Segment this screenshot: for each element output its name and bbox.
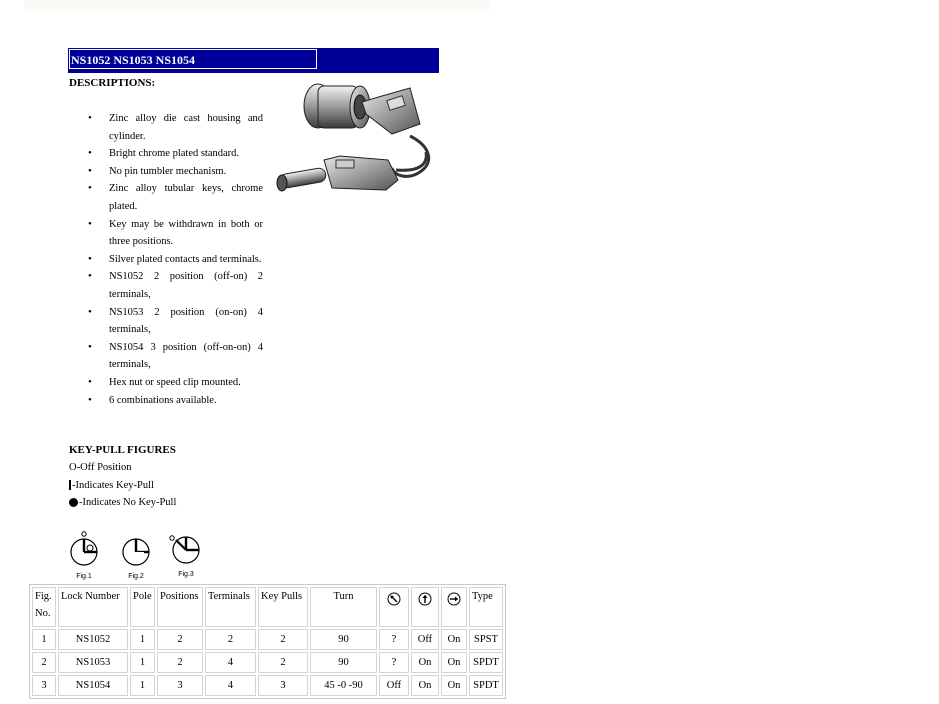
list-item: • Bright chrome plated standard. — [88, 145, 263, 163]
cell-turn: 45 -0 -90 — [310, 675, 377, 696]
legend-off — [69, 459, 176, 477]
cell-fig: 1 — [32, 629, 56, 650]
legend-no-keypull-label: -Indicates No Key-Pull — [79, 497, 177, 508]
legend-off-label: O-Off Position — [69, 462, 132, 473]
cell-fig: 2 — [32, 652, 56, 673]
header-positions: Positions — [157, 587, 203, 627]
list-item: • NS1052 2 position (off-on) 2 terminals, — [88, 268, 263, 303]
cell-key-pulls: 3 — [258, 675, 308, 696]
header-turn: Turn — [310, 587, 377, 627]
cell-pos3: On — [441, 629, 467, 650]
legend-no-keypull — [69, 494, 176, 512]
list-item: • Key may be withdrawn in both or three positions. — [88, 216, 263, 251]
cell-turn: 90 — [310, 652, 377, 673]
list-item: • No pin tumbler mechanism. — [88, 163, 263, 181]
up-arrow-circle-icon — [418, 592, 432, 606]
header-pos1 — [379, 587, 409, 627]
cell-positions: 2 — [157, 652, 203, 673]
cell-pole: 1 — [130, 629, 155, 650]
header-lock-number: Lock Number — [58, 587, 128, 627]
cell-pole: 1 — [130, 652, 155, 673]
fig2-label: Fig.2 — [128, 573, 144, 580]
fig1-diagram — [71, 532, 97, 565]
right-arrow-circle-icon — [447, 592, 461, 606]
list-item: • Zinc alloy tubular keys, chrome plated. — [88, 180, 263, 215]
cell-key-pulls: 2 — [258, 652, 308, 673]
list-item: • NS1054 3 position (off-on-on) 4 terminals, — [88, 339, 263, 374]
cell-pos1: ? — [379, 629, 409, 650]
cell-pos1: Off — [379, 675, 409, 696]
fig3-label: Fig.3 — [178, 571, 194, 578]
header-terminals: Terminals — [205, 587, 256, 627]
legend-keypull — [69, 477, 176, 495]
lock-key-image — [270, 76, 436, 208]
list-item: • Hex nut or speed clip mounted. — [88, 374, 263, 392]
fig3-diagram — [170, 536, 199, 563]
legend-keypull-label: -Indicates Key-Pull — [72, 479, 154, 491]
cell-positions: 3 — [157, 675, 203, 696]
cell-pos3: On — [441, 652, 467, 673]
page-title: NS1052 NS1053 NS1054 — [69, 49, 317, 69]
fig1-label: Fig.1 — [76, 573, 92, 580]
header-fig-no: Fig. No. — [32, 587, 56, 627]
keypull-heading: KEY-PULL FIGURES — [69, 444, 176, 456]
cell-turn: 90 — [310, 629, 377, 650]
list-item: • Silver plated contacts and terminals. — [88, 251, 263, 269]
cell-pos2: Off — [411, 629, 439, 650]
cell-fig: 3 — [32, 675, 56, 696]
spec-table — [29, 584, 506, 699]
cell-key-pulls: 2 — [258, 629, 308, 650]
cell-pos2: On — [411, 652, 439, 673]
cell-lock-number: NS1053 — [58, 652, 128, 673]
header-pos2 — [411, 587, 439, 627]
list-item: • 6 combinations available. — [88, 392, 263, 410]
cell-pole: 1 — [130, 675, 155, 696]
header-key-pulls: Key Pulls — [258, 587, 308, 627]
header-pos3 — [441, 587, 467, 627]
table-row — [32, 629, 503, 650]
cell-pos1: ? — [379, 652, 409, 673]
up-left-arrow-circle-icon — [387, 592, 401, 606]
keypull-figures — [66, 526, 206, 582]
cell-terminals: 2 — [205, 629, 256, 650]
cell-lock-number: NS1052 — [58, 629, 128, 650]
cell-terminals: 4 — [205, 675, 256, 696]
list-item: • NS1053 2 position (on-on) 4 terminals, — [88, 304, 263, 339]
cell-type: SPDT — [469, 652, 503, 673]
cell-terminals: 4 — [205, 652, 256, 673]
list-item: • Zinc alloy die cast housing and cylinder. — [88, 110, 263, 145]
top-strip — [24, 0, 490, 11]
descriptions-list — [88, 110, 263, 409]
cell-type: SPST — [469, 629, 503, 650]
filled-dot-icon — [69, 498, 78, 507]
cell-type: SPDT — [469, 675, 503, 696]
table-row — [32, 652, 503, 673]
descriptions-heading: DESCRIPTIONS: — [69, 77, 156, 89]
table-header-row — [32, 587, 503, 627]
cell-lock-number: NS1054 — [58, 675, 128, 696]
header-pole: Pole — [130, 587, 155, 627]
cell-pos2: On — [411, 675, 439, 696]
table-row — [32, 675, 503, 696]
cell-pos3: On — [441, 675, 467, 696]
header-type: Type — [469, 587, 503, 627]
cell-positions: 2 — [157, 629, 203, 650]
bar-icon — [69, 480, 71, 490]
fig2-diagram — [123, 539, 149, 565]
keypull-legend — [69, 459, 176, 512]
